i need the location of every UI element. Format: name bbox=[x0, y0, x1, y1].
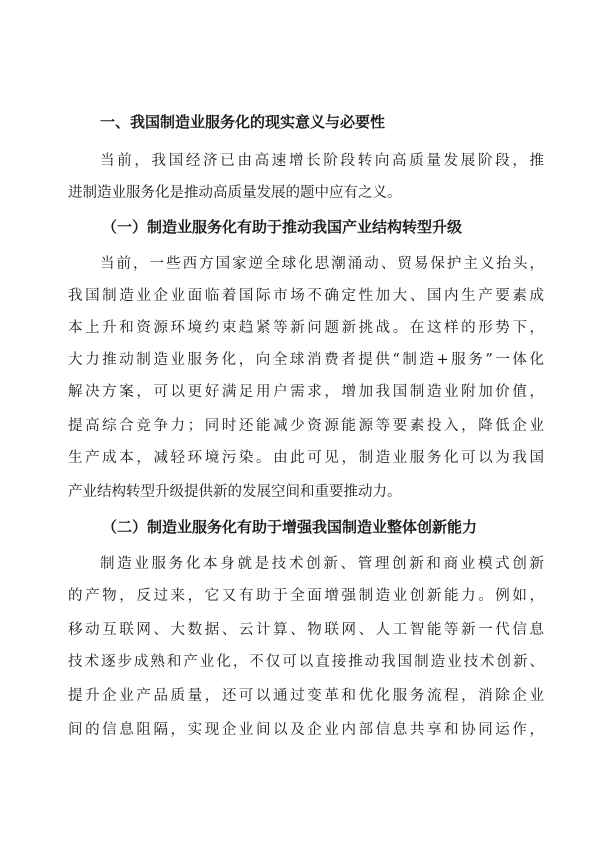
subsection-heading: （一）制造业服务化有助于推动我国产业结构转型升级 bbox=[102, 218, 463, 236]
subsection-heading: （二）制造业服务化有助于增强我国制造业整体创新能力 bbox=[102, 518, 478, 536]
paragraph-line: 提升企业产品质量，还可以通过变革和优化服务流程，消除企业 bbox=[68, 688, 544, 704]
paragraph-line: 产业结构转型升级提供新的发展空间和重要推动力。 bbox=[68, 484, 402, 500]
paragraph-line: 本上升和资源环境约束趋紧等新问题新挑战。在这样的形势下， bbox=[68, 320, 544, 336]
paragraph-line: 间的信息阻隔，实现企业间以及企业内部信息共享和协同运作， bbox=[68, 722, 544, 738]
paragraph-line: 技术逐步成熟和产业化，不仅可以直接推动我国制造业技术创新、 bbox=[68, 654, 544, 670]
section-heading: 一、我国制造业服务化的现实意义与必要性 bbox=[100, 113, 386, 131]
paragraph-line: 我国制造业企业面临着国际市场不确定性加大、国内生产要素成 bbox=[68, 288, 544, 304]
paragraph-line: 当前，一些西方国家逆全球化思潮涌动、贸易保护主义抬头， bbox=[100, 256, 544, 272]
paragraph-line: 生产成本，减轻环境污染。由此可见，制造业服务化可以为我国 bbox=[68, 450, 544, 466]
paragraph-line: 制造业服务化本身就是技术创新、管理创新和商业模式创新 bbox=[100, 556, 544, 572]
paragraph-line: 提高综合竞争力；同时还能减少资源能源等要素投入，降低企业 bbox=[68, 418, 544, 434]
paragraph-line: 大力推动制造业服务化，向全球消费者提供“制造+服务”一体化 bbox=[68, 352, 544, 368]
paragraph-line: 解决方案，可以更好满足用户需求，增加我国制造业附加价值， bbox=[68, 384, 544, 400]
paragraph-line: 进制造业服务化是推动高质量发展的题中应有之义。 bbox=[68, 185, 402, 201]
paragraph-line: 的产物，反过来，它又有助于全面增强制造业创新能力。例如， bbox=[68, 588, 544, 604]
paragraph-line: 当前，我国经济已由高速增长阶段转向高质量发展阶段，推 bbox=[100, 153, 544, 169]
paragraph-line: 移动互联网、大数据、云计算、物联网、人工智能等新一代信息 bbox=[68, 622, 544, 638]
